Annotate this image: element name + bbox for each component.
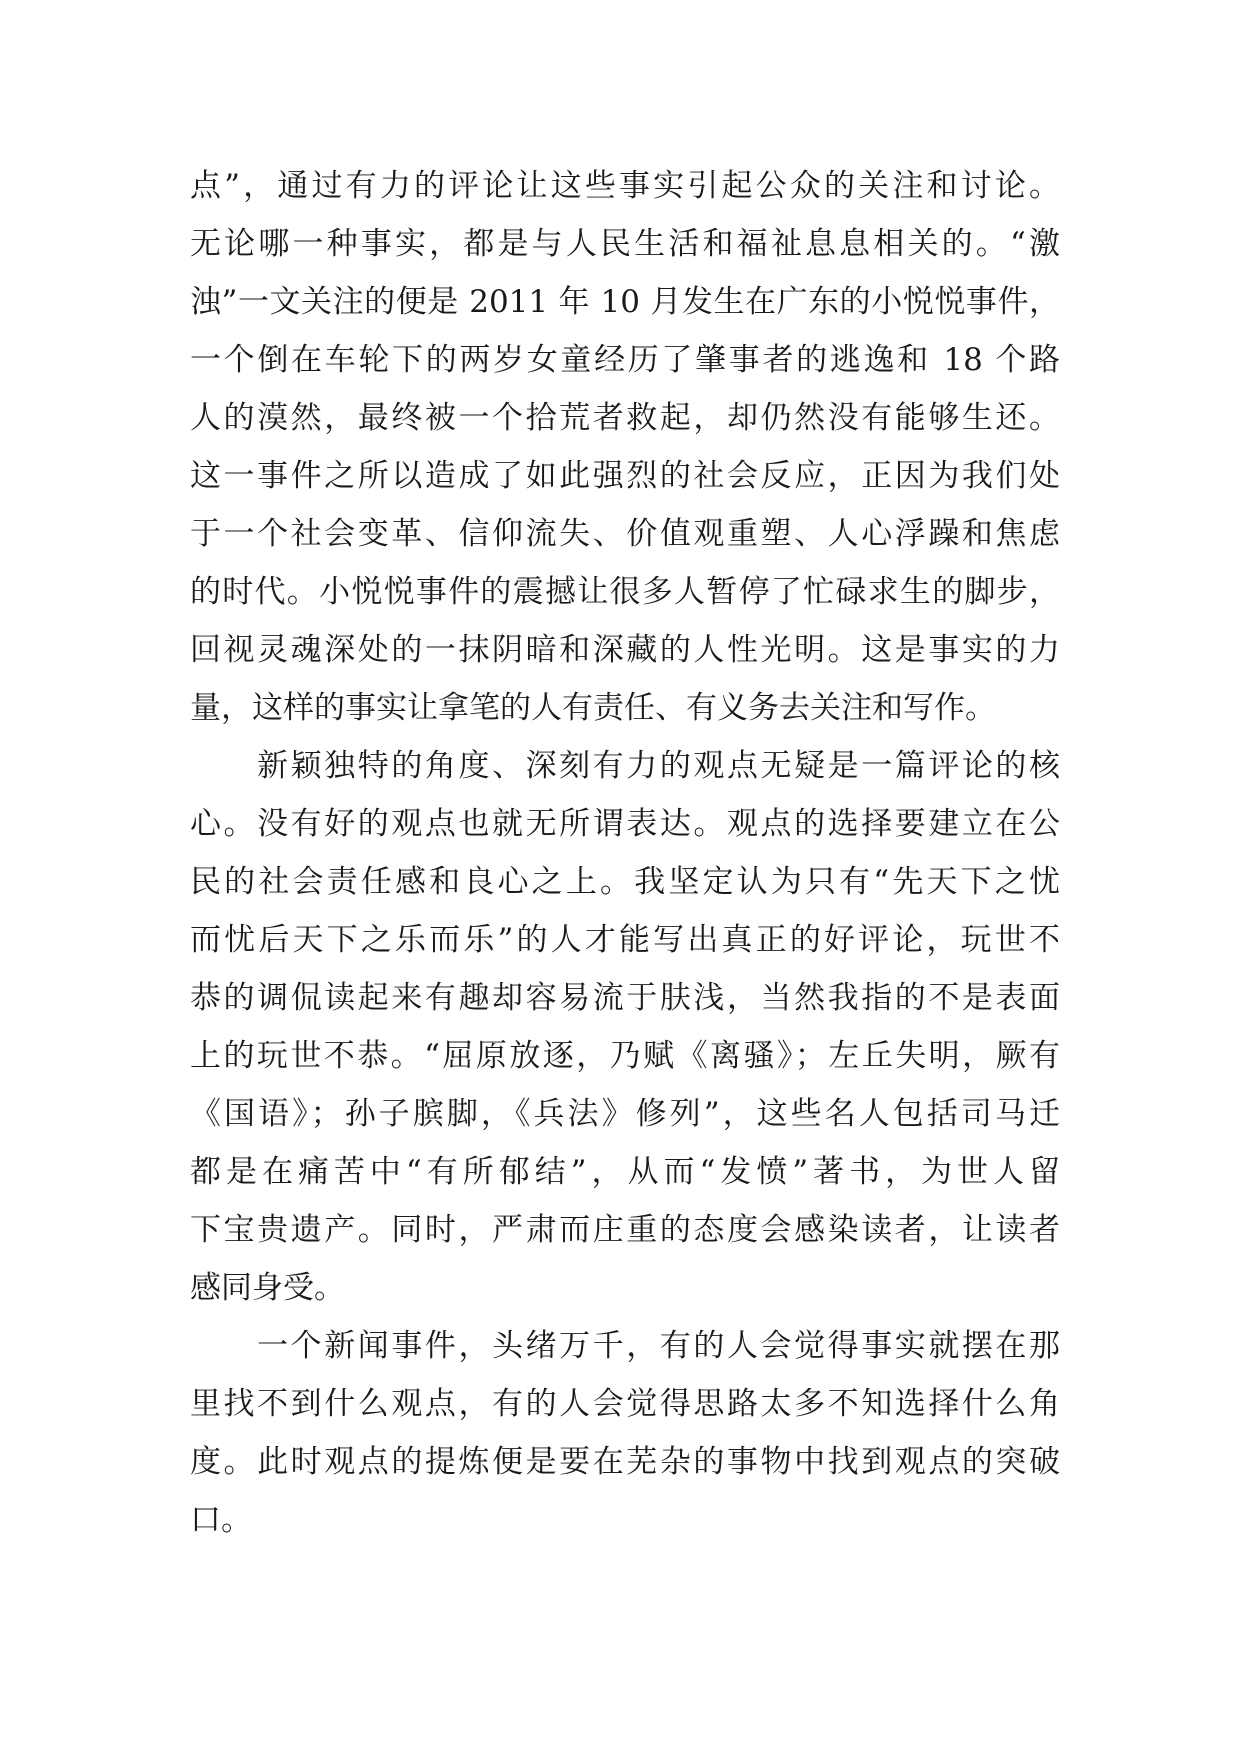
text-line: 度。此时观点的提炼便是要在芜杂的事物中找到观点的突破 bbox=[190, 1444, 1060, 1480]
text-line: 一个倒在车轮下的两岁女童经历了肇事者的逃逸和 18 个路 bbox=[190, 342, 1060, 378]
text-line: 这一事件之所以造成了如此强烈的社会反应，正因为我们处 bbox=[190, 458, 1060, 494]
text-line: 的时代。小悦悦事件的震撼让很多人暂停了忙碌求生的脚步， bbox=[190, 574, 1060, 610]
text-line: 上的玩世不恭。“屈原放逐，乃赋《离骚》；左丘失明，厥有 bbox=[190, 1038, 1060, 1074]
text-line: 口。 bbox=[190, 1502, 252, 1538]
text-line: 感同身受。 bbox=[190, 1270, 345, 1306]
text-line: 量，这样的事实让拿笔的人有责任、有义务去关注和写作。 bbox=[190, 690, 996, 726]
text-line: 无论哪一种事实，都是与人民生活和福祉息息相关的。“激 bbox=[190, 226, 1060, 262]
text-line: 回视灵魂深处的一抹阴暗和深藏的人性光明。这是事实的力 bbox=[190, 632, 1060, 668]
text-line: 都是在痛苦中“有所郁结”，从而“发愤”著书，为世人留 bbox=[190, 1154, 1060, 1190]
text-line: 恭的调侃读起来有趣却容易流于肤浅，当然我指的不是表面 bbox=[190, 980, 1060, 1016]
text-line: 心。没有好的观点也就无所谓表达。观点的选择要建立在公 bbox=[190, 806, 1060, 842]
body-text bbox=[190, 157, 1060, 1549]
text-line: 点”，通过有力的评论让这些事实引起公众的关注和讨论。 bbox=[190, 168, 1060, 204]
text-line: 新颖独特的角度、深刻有力的观点无疑是一篇评论的核 bbox=[190, 748, 1060, 784]
text-line: 一个新闻事件，头绪万千，有的人会觉得事实就摆在那 bbox=[190, 1328, 1060, 1364]
text-line: 里找不到什么观点，有的人会觉得思路太多不知选择什么角 bbox=[190, 1386, 1060, 1422]
text-line: 而忧后天下之乐而乐”的人才能写出真正的好评论，玩世不 bbox=[190, 922, 1060, 958]
text-line: 于一个社会变革、信仰流失、价值观重塑、人心浮躁和焦虑 bbox=[190, 516, 1060, 552]
text-line: 人的漠然，最终被一个拾荒者救起，却仍然没有能够生还。 bbox=[190, 400, 1060, 436]
text-line: 民的社会责任感和良心之上。我坚定认为只有“先天下之忧 bbox=[190, 864, 1060, 900]
text-line: 下宝贵遗产。同时，严肃而庄重的态度会感染读者，让读者 bbox=[190, 1212, 1060, 1248]
text-line: 《国语》；孙子膑脚，《兵法》修列”，这些名人包括司马迁 bbox=[190, 1096, 1060, 1132]
text-line: 浊”一文关注的便是 2011 年 10 月发生在广东的小悦悦事件， bbox=[190, 284, 1060, 320]
